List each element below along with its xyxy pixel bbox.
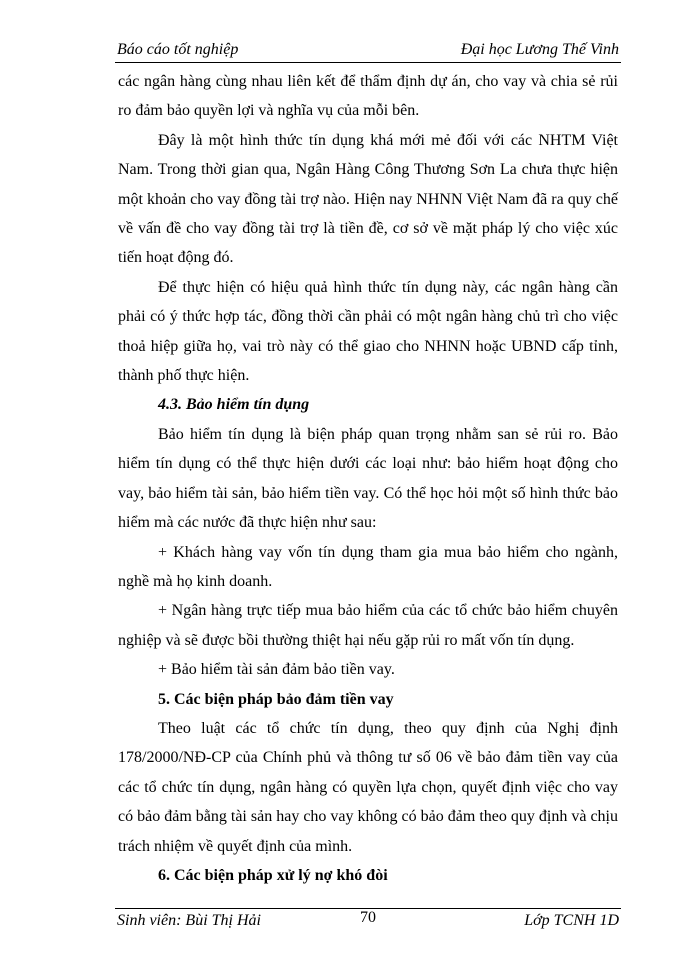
- section-heading-loan-security: 5. Các biện pháp bảo đảm tiền vay: [158, 690, 394, 708]
- paragraph-continuation: các ngân hàng cùng nhau liên kết để thẩm định dự án, cho vay và chia sẻ rủi ro đảm bảo quyền lợi và nghĩa vụ của mỗi bên.: [118, 73, 618, 120]
- list-item-collateral-insurance: + Bảo hiểm tài sản đảm bảo tiền vay.: [158, 661, 395, 679]
- paragraph-loan-security: Theo luật các tổ chức tín dụng, theo quy định của Nghị định 178/2000/NĐ-CP của Chính phủ và thông tư số 06 về bảo đảm tiền vay của các tổ chức tín dụng, ngân hàng có quyền lựa chọn, quyết định việc cho vay có bảo đảm bằng tài sản hay cho vay không có bảo đảm theo quy định và chịu trách nhiệm về quyết định của mình.: [118, 719, 618, 855]
- paragraph-cooperation: Để thực hiện có hiệu quả hình thức tín dụng này, các ngân hàng cần phải có ý thức hợp tác, đồng thời cần phải có một ngân hàng chủ trì cho việc thoả hiệp giữa họ, vai trò này có thể giao cho NHNN hoặc UBND cấp tỉnh, thành phố thực hiện.: [118, 278, 618, 385]
- paragraph-co-financing: Đây là một hình thức tín dụng khá mới mẻ đối với các NHTM Việt Nam. Trong thời gian qua, Ngân Hàng Công Thương Sơn La chưa thực hiện một khoản cho vay đồng tài trợ nào. Hiện nay NHNN Việt Nam đã ra quy chế về vấn đề cho vay đồng tài trợ là tiền đề, cơ sở về mặt pháp lý cho việc xúc tiến hoạt động đó.: [118, 131, 618, 267]
- header-university: Đại học Lương Thế Vinh: [460, 41, 619, 58]
- document-body: [118, 67, 618, 890]
- list-item-borrower-insurance: + Khách hàng vay vốn tín dụng tham gia mua bảo hiểm cho ngành, nghề mà họ kinh doanh.: [118, 543, 618, 590]
- footer-student: Sinh viên: Bùi Thị Hải: [117, 912, 261, 929]
- header-report-title: Báo cáo tốt nghiệp: [117, 41, 239, 58]
- page-footer: [115, 908, 621, 939]
- paragraph-credit-insurance: Bảo hiểm tín dụng là biện pháp quan trọng nhằm san sẻ rủi ro. Bảo hiểm tín dụng có thể thực hiện dưới các loại như: bảo hiểm hoạt động cho vay, bảo hiểm tài sản, bảo hiểm tiền vay. Có thể học hỏi một số hình thức bảo hiểm mà các nước đã thực hiện như sau:: [118, 425, 618, 532]
- list-item-bank-insurance: + Ngân hàng trực tiếp mua bảo hiểm của các tổ chức bảo hiểm chuyên nghiệp và sẽ được bồi thường thiệt hại nếu gặp rủi ro mất vốn tín dụng.: [118, 602, 618, 649]
- section-heading-bad-debt: 6. Các biện pháp xử lý nợ khó đòi: [158, 866, 388, 884]
- page-header: [115, 38, 621, 63]
- footer-class: Lớp TCNH 1D: [524, 912, 619, 929]
- page-number: 70: [360, 909, 376, 926]
- section-heading-credit-insurance: 4.3. Bảo hiểm tín dụng: [158, 396, 310, 414]
